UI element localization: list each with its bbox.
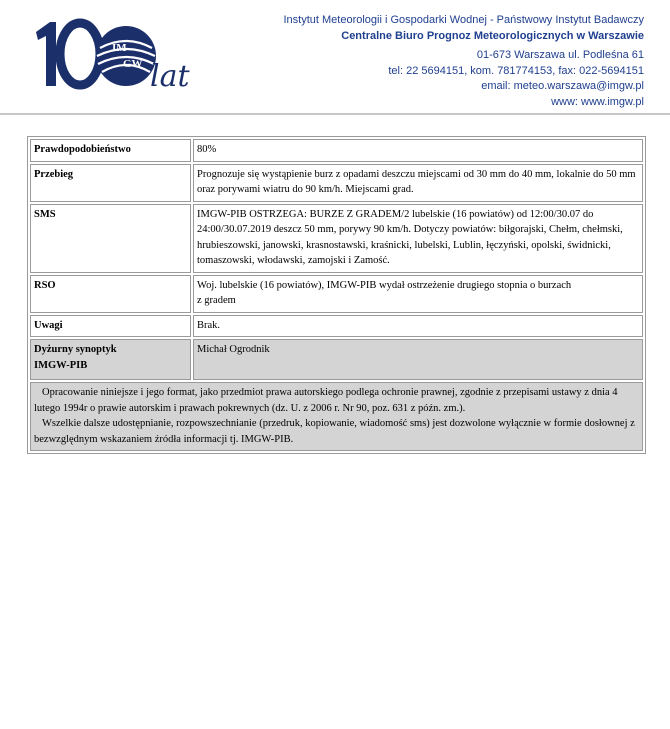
probability-value: 80%: [193, 139, 643, 162]
uwagi-value: Brak.: [193, 315, 643, 338]
uwagi-label: Uwagi: [30, 315, 191, 338]
rso-value-line2: z gradem: [197, 295, 236, 306]
copyright-notice: [30, 382, 643, 451]
synoptyk-label: [30, 339, 191, 380]
row-synoptyk: [30, 339, 643, 380]
przebieg-label: Przebieg: [30, 164, 191, 202]
phone-numbers: tel: 22 5694151, kom. 781774153, fax: 022-5694151: [388, 64, 644, 77]
svg-text:lat: lat: [150, 59, 190, 94]
warning-table: [27, 136, 646, 454]
copyright-paragraph-1: Opracowanie niniejsze i jego format, jako przedmiot prawa autorskiego podlega ochronie prawnej, zgodnie z przepisami ustawy z dnia 4 lutego 1994r o prawie autorskim i prawach pokrewnych (dz. U. z 2006 r. Nr 90, poz. 631 z późn. zm.).: [34, 387, 618, 414]
sms-label: SMS: [30, 204, 191, 273]
row-uwagi: [30, 315, 643, 338]
header-divider: [0, 113, 670, 115]
institution-header: [224, 13, 644, 110]
przebieg-value: Prognozuje się wystąpienie burz z opadami deszczu miejscami od 30 mm do 40 mm, lokalnie do 50 mm oraz porywami wiatru do 90 km/h. Miejscami grad.: [193, 164, 643, 202]
imgw-100-lat-logo: [30, 14, 200, 94]
copyright-paragraph-2: Wszelkie dalsze udostępnianie, rozpowszechnianie (przedruk, kopiowanie, wiadomość sms) jest dozwolone wyłącznie w formie dosłownej z bezwzględnym wskazaniem źródła informacji tj. IMGW-PIB.: [34, 418, 635, 445]
svg-text:GW: GW: [123, 58, 143, 70]
bureau-name: Centralne Biuro Prognoz Meteorologicznych w Warszawie: [341, 29, 644, 42]
row-copyright: [30, 382, 643, 451]
rso-value-line1: Woj. lubelskie (16 powiatów), IMGW-PIB wydał ostrzeżenie drugiego stopnia o burzach: [197, 279, 572, 291]
synoptyk-label-line2: IMGW-PIB: [34, 359, 88, 371]
synoptyk-value: Michał Ogrodnik: [193, 339, 643, 380]
institute-name: Instytut Meteorologii i Gospodarki Wodnej - Państwowy Instytut Badawczy: [283, 14, 644, 26]
svg-text:IM: IM: [112, 42, 127, 54]
rso-value: [193, 275, 643, 313]
row-sms: [30, 204, 643, 273]
row-rso: [30, 275, 643, 313]
probability-label: Prawdopodobieństwo: [30, 139, 191, 162]
rso-label: RSO: [30, 275, 191, 313]
row-przebieg: [30, 164, 643, 202]
sms-value: IMGW-PIB OSTRZEGA: BURZE Z GRADEM/2 lubelskie (16 powiatów) od 12:00/30.07 do 24:00/30.07.2019 deszcz 50 mm, porywy 90 km/h. Dotyczy powiatów: biłgorajski, Chełm, chełmski, hrubieszowski, janowski, krasnostawski, kraśnicki, lubelski, Lublin, łęczyński, opolski, świdnicki, tomaszowski, włodawski, zamojski i Zamość.: [193, 204, 643, 273]
website-line[interactable]: www: www.imgw.pl: [551, 95, 644, 108]
row-probability: [30, 139, 643, 162]
address: 01-673 Warszawa ul. Podleśna 61: [476, 49, 644, 61]
synoptyk-label-line1: Dyżurny synoptyk: [34, 344, 117, 355]
email-line[interactable]: email: meteo.warszawa@imgw.pl: [481, 80, 644, 92]
